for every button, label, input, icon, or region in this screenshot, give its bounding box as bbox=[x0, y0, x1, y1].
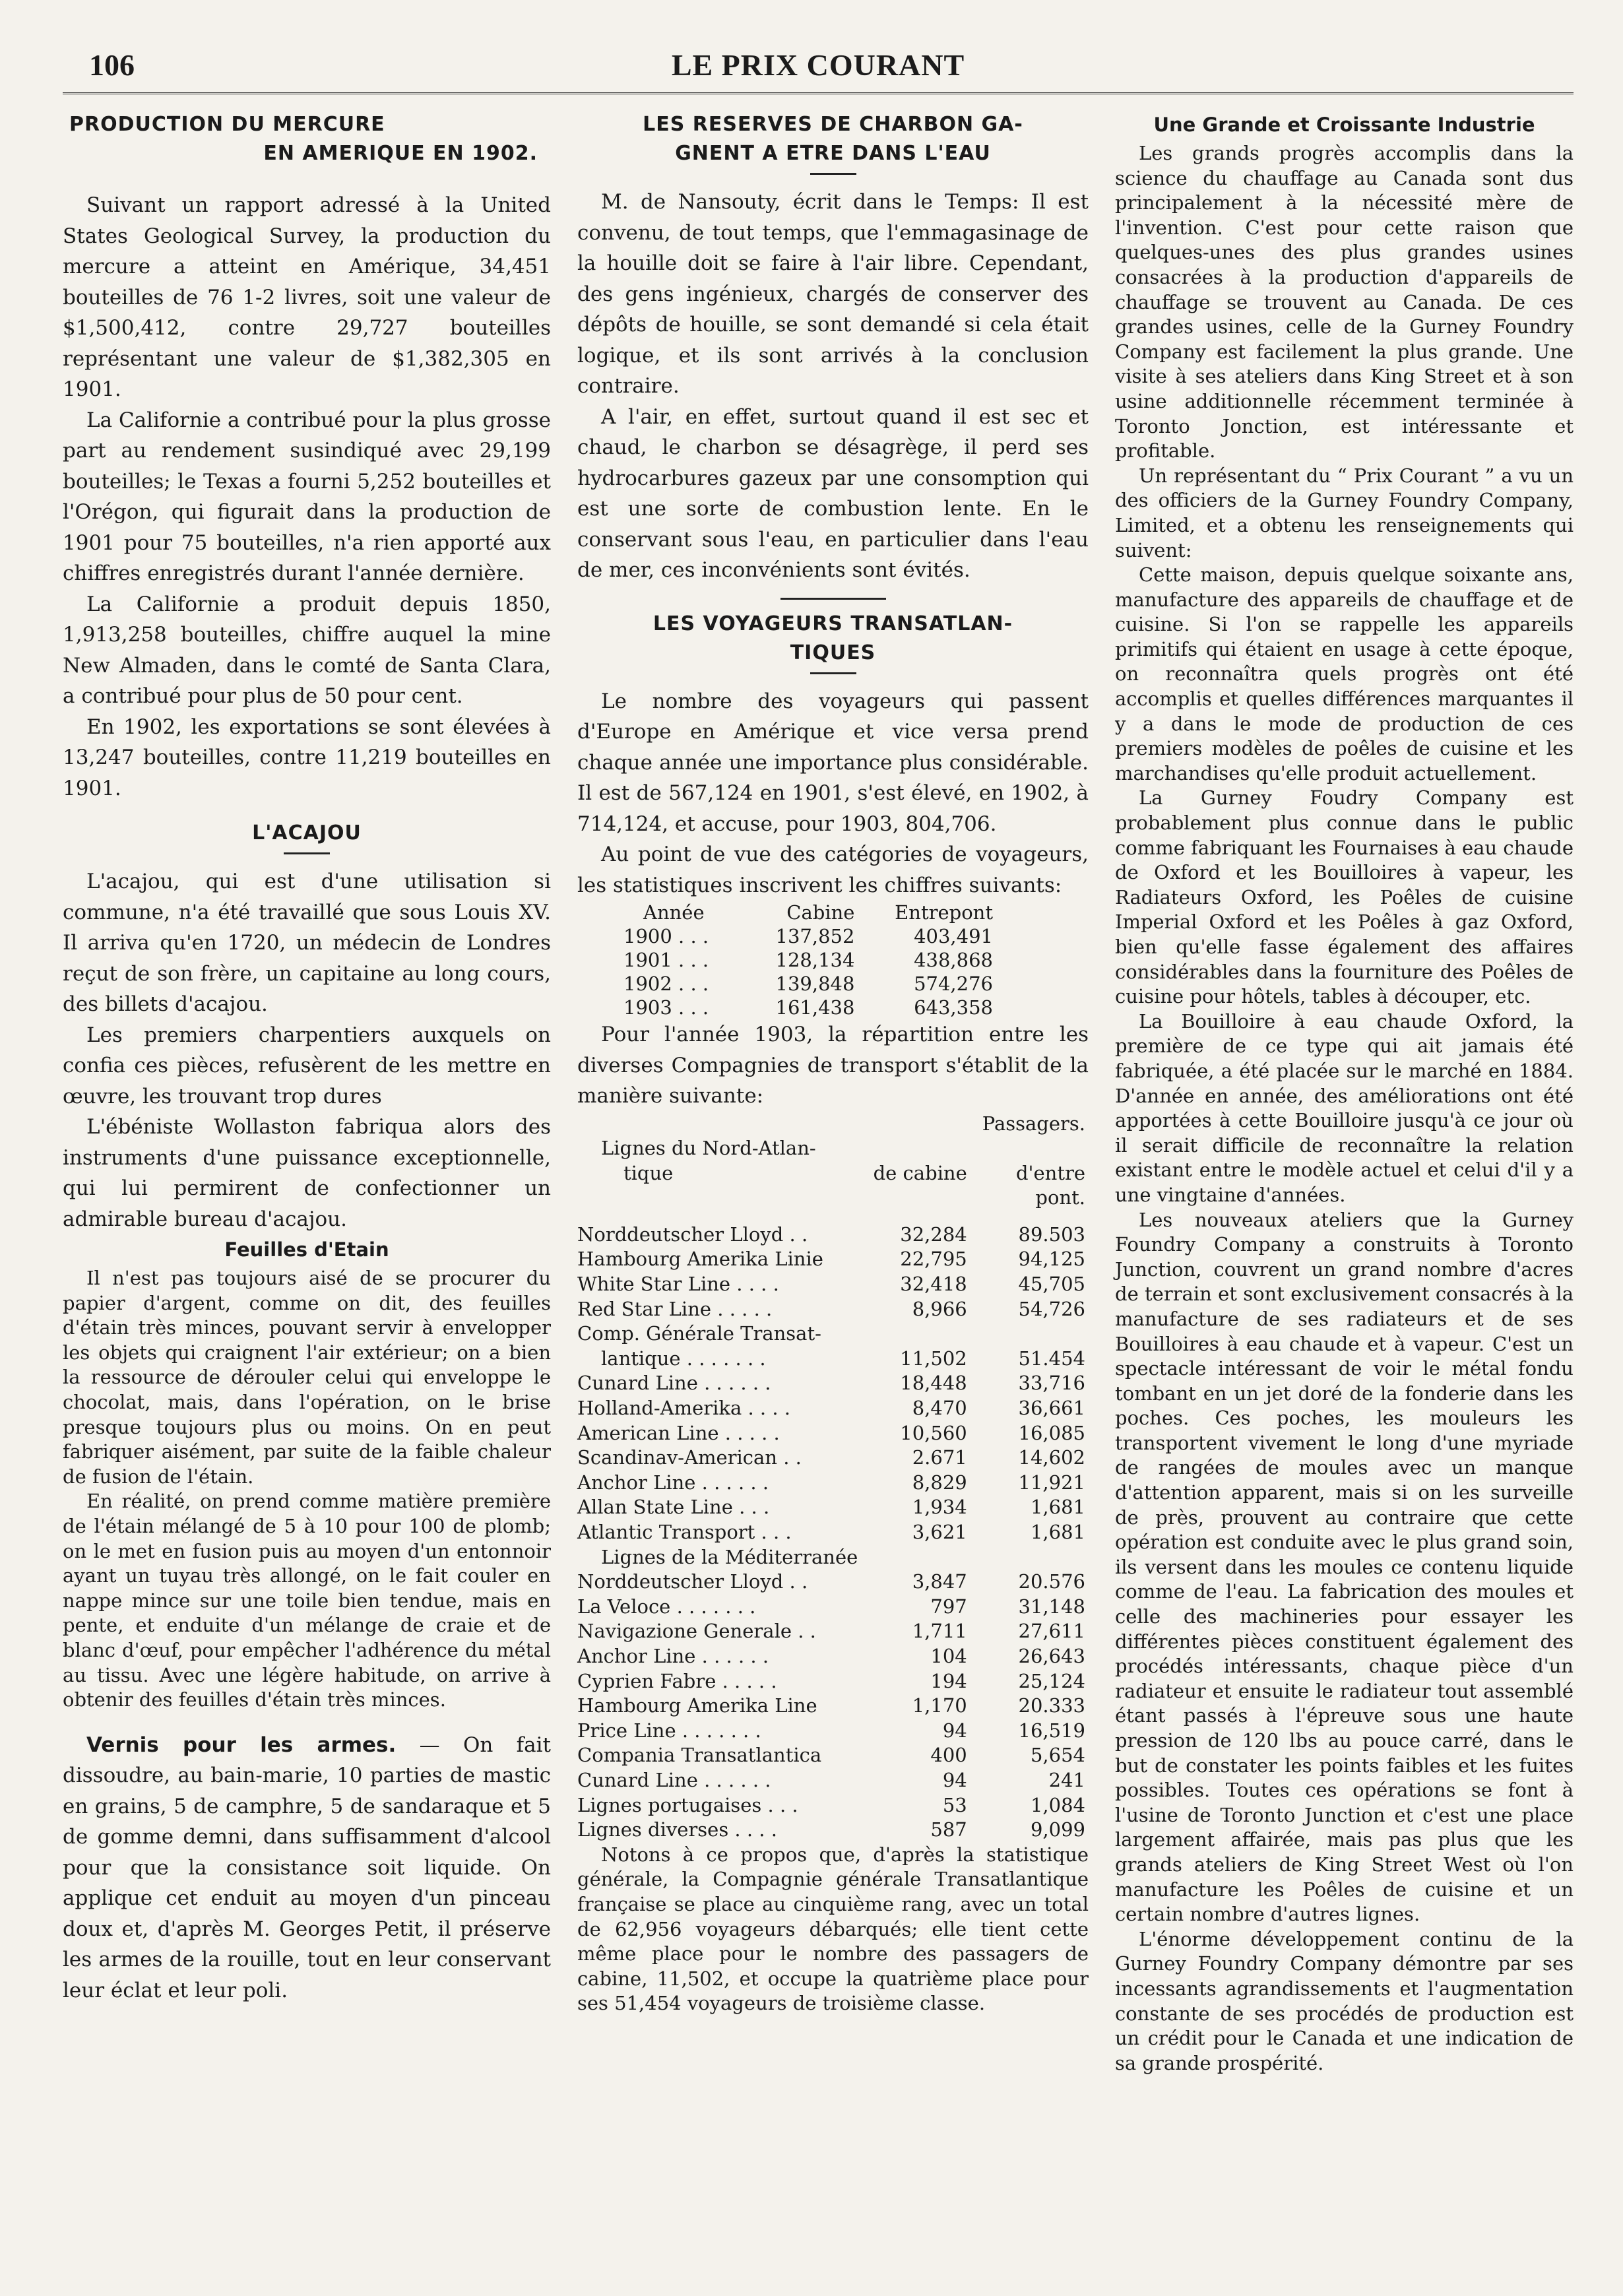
cell-line: Red Star Line . . . . . bbox=[577, 1297, 773, 1320]
article-title: Une Grande et Croissante Industrie bbox=[1153, 113, 1535, 136]
column-1 bbox=[63, 112, 551, 2006]
paragraph: Au point de vue des catégories de voyageurs, les statistiques inscrivent les chiffres suivants: bbox=[577, 843, 1089, 897]
page-number: 106 bbox=[89, 48, 135, 82]
paragraph: Le nombre des voyageurs qui passent d'Europe en Amérique et vice versa prend chaque année une importance plus considérable. Il est de 567,124 en 1901, s'est élevé, en 1902, à 714,124, et accuse, pour 1903, 804,706. bbox=[577, 689, 1089, 836]
article-title: Vernis pour les armes. bbox=[86, 1733, 397, 1757]
table-row bbox=[577, 1570, 1085, 1595]
cell-entrepont: 36,661 bbox=[1018, 1397, 1085, 1420]
cell-cabine: 8,470 bbox=[912, 1397, 967, 1420]
cell-entrepont: 94,125 bbox=[1018, 1248, 1085, 1271]
cell-cabine: 32,418 bbox=[900, 1273, 967, 1296]
cell-cabine: 194 bbox=[930, 1669, 967, 1692]
cell-line: Cyprien Fabre . . . . . bbox=[577, 1669, 777, 1692]
cell-cabine: 400 bbox=[930, 1744, 967, 1767]
paragraph: Il n'est pas toujours aisé de se procurer du papier d'argent, comme on dit, des feuilles d'étain très minces, pouvant servir à envelopper les objets qui craignent l'air extérieur; on a bien la ressource de dérouler celui qui enveloppe le chocolat, mais, dans l'opération, on le brise presque toujours plus ou moins. On en peut fabriquer aisément, par suite de la faible chaleur de fusion de l'étain. bbox=[63, 1267, 551, 1488]
table-header: Cabine bbox=[786, 901, 855, 924]
cell-entrepont: 25,124 bbox=[1018, 1669, 1085, 1692]
cell-entrepont: 1,084 bbox=[1030, 1793, 1085, 1816]
cell-year: 1901 . . . bbox=[623, 949, 709, 971]
cell-cabine: 104 bbox=[930, 1644, 967, 1667]
table-row bbox=[577, 1297, 1085, 1322]
cell-entrepont: 89.503 bbox=[1018, 1223, 1085, 1246]
paragraph: En 1902, les exportations se sont élevées à 13,247 bouteilles, contre 11,219 bouteilles en 1901. bbox=[63, 715, 551, 800]
cell-line: White Star Line . . . . bbox=[577, 1273, 779, 1296]
article-title-line2: EN AMERIQUE EN 1902. bbox=[263, 142, 538, 165]
paragraph: La Californie a contribué pour la plus grosse part au rendement susindiqué avec 29,199 bouteilles; le Texas a fourni 5,252 bouteilles et l'Orégon, qui figurait dans la production de 1901 pour 75 bouteilles, n'a rien apporté aux chiffres enregistrés durant l'année dernière. bbox=[63, 408, 551, 585]
table-header: pont. bbox=[1035, 1186, 1085, 1209]
table-header: d'entre bbox=[1015, 1161, 1085, 1184]
cell-cabine: 1,170 bbox=[912, 1694, 967, 1717]
cell-cabine: 161,438 bbox=[775, 996, 855, 1019]
cell-cabine: 1,934 bbox=[912, 1496, 967, 1519]
cell-entrepont: 1,681 bbox=[1030, 1521, 1085, 1543]
table-row bbox=[577, 1694, 1085, 1719]
cell-entrepont: 438,868 bbox=[914, 949, 993, 971]
cell-line: Allan State Line . . . bbox=[577, 1496, 770, 1519]
table-row bbox=[577, 1446, 1085, 1471]
table-row bbox=[577, 1619, 1085, 1644]
paragraph: La Californie a produit depuis 1850, 1,913,258 bouteilles, chiffre auquel la mine New Almaden, dans le comté de Santa Clara, a contribué pour plus de 50 pour cent. bbox=[63, 592, 551, 708]
cell-cabine: 128,134 bbox=[775, 949, 855, 971]
table-row bbox=[577, 1421, 1085, 1446]
table-header: Année bbox=[643, 901, 705, 924]
cell-entrepont: 27,611 bbox=[1018, 1620, 1085, 1643]
years-table bbox=[623, 901, 993, 1019]
cell-year: 1900 . . . bbox=[623, 925, 709, 947]
column-3 bbox=[1115, 112, 1574, 2076]
table-row bbox=[577, 1272, 1085, 1297]
table-row bbox=[577, 1371, 1085, 1396]
cell-line: Atlantic Transport . . . bbox=[577, 1521, 792, 1543]
cell-entrepont: 20.576 bbox=[1018, 1570, 1085, 1593]
cell-cabine: 94 bbox=[942, 1768, 967, 1791]
cell-entrepont: 33,716 bbox=[1018, 1372, 1085, 1395]
cell-cabine: 3,847 bbox=[912, 1570, 967, 1593]
table-header: Entrepont bbox=[895, 901, 993, 924]
table-row bbox=[577, 1595, 1085, 1620]
table-row bbox=[577, 1669, 1085, 1694]
cell-line: Lignes diverses . . . . bbox=[577, 1818, 777, 1841]
table-row bbox=[623, 948, 993, 972]
cell-cabine: 8,966 bbox=[912, 1297, 967, 1320]
table-row bbox=[577, 1223, 1085, 1248]
table-section-label: Lignes de la Méditerranée bbox=[601, 1545, 858, 1568]
cell-entrepont: 45,705 bbox=[1018, 1273, 1085, 1296]
cell-cabine: 3,621 bbox=[912, 1521, 967, 1543]
cell-entrepont: 16,085 bbox=[1018, 1421, 1085, 1444]
article-title: LES VOYAGEURS TRANSATLAN- bbox=[652, 612, 1013, 635]
cell-cabine: 587 bbox=[930, 1818, 967, 1841]
med-table-body bbox=[577, 1570, 1085, 1843]
table-row bbox=[623, 924, 993, 948]
cell-cabine: 139,848 bbox=[775, 973, 855, 995]
article-title: LES RESERVES DE CHARBON GA- bbox=[643, 113, 1023, 136]
table-row bbox=[577, 1495, 1085, 1520]
table-row bbox=[577, 1520, 1085, 1545]
cell-entrepont: 403,491 bbox=[914, 925, 993, 947]
cell-entrepont: 31,148 bbox=[1018, 1595, 1085, 1618]
paragraph: Les grands progrès accomplis dans la science du chauffage au Canada sont dus principalement à la nécessité mère de l'invention. C'est pour cette raison que quelques-unes des plus grandes usines consacrées à la production d'appareils de chauffage se trouvent au Canada. De ces grandes usines, celle de la Gurney Foundry Company est facilement la plus grande. Une visite à ses ateliers dans King Street et à son usine additionnelle récemment terminée à Toronto Jonction, est intéressante et profitable. bbox=[1115, 142, 1574, 462]
cell-cabine: 1,711 bbox=[912, 1620, 967, 1643]
cell-line: Scandinav-American . . bbox=[577, 1446, 802, 1469]
cell-cabine bbox=[860, 1322, 967, 1347]
cell-cabine: 8,829 bbox=[912, 1471, 967, 1494]
table-row bbox=[577, 1768, 1085, 1793]
nord-atlantique-table bbox=[577, 1112, 1085, 1843]
paragraph: L'ébéniste Wollaston fabriqua alors des instruments d'une puissance exceptionnelle, qui lui permirent de confectionner un admirable bureau d'acajou. bbox=[63, 1115, 551, 1231]
cell-entrepont: 241 bbox=[1048, 1768, 1085, 1791]
table-row bbox=[623, 996, 993, 1019]
header-rule bbox=[63, 92, 1574, 94]
section-divider bbox=[780, 598, 886, 600]
article-title: Feuilles d'Etain bbox=[224, 1238, 389, 1261]
table-row bbox=[623, 972, 993, 996]
table-row bbox=[577, 1471, 1085, 1496]
cell-line: Cunard Line . . . . . . bbox=[577, 1768, 771, 1791]
cell-line: Holland-Amerika . . . . bbox=[577, 1397, 790, 1420]
cell-entrepont: 9,099 bbox=[1030, 1818, 1085, 1841]
table-row bbox=[577, 1247, 1085, 1272]
cell-line: Norddeutscher Lloyd . . bbox=[577, 1223, 808, 1246]
cell-line: Price Line . . . . . . . bbox=[577, 1719, 761, 1742]
table-row bbox=[577, 1322, 1085, 1347]
cell-entrepont: 26,643 bbox=[1018, 1644, 1085, 1667]
article-title: PRODUCTION DU MERCURE bbox=[69, 113, 385, 136]
paragraph: Les premiers charpentiers auxquels on confia ces pièces, refusèrent de les mettre en œuvre, les trouvant trop dures bbox=[63, 1023, 551, 1108]
newspaper-page bbox=[63, 40, 1574, 2283]
cell-entrepont: 14,602 bbox=[1018, 1446, 1085, 1469]
cell-cabine: 797 bbox=[930, 1595, 967, 1618]
cell-cabine: 53 bbox=[942, 1793, 967, 1816]
table-row bbox=[577, 1396, 1085, 1421]
article-title-line2: TIQUES bbox=[790, 641, 876, 664]
cell-line: Comp. Générale Transat- bbox=[577, 1322, 821, 1345]
cell-cabine: 22,795 bbox=[900, 1248, 967, 1271]
paragraph: Un représentant du “ Prix Courant ” a vu un des officiers de la Gurney Foundry Company, Limited, et a obtenu les renseignements qui suivent: bbox=[1115, 464, 1574, 561]
cell-entrepont: 20.333 bbox=[1018, 1694, 1085, 1717]
title-divider bbox=[810, 173, 856, 175]
article-voyageurs bbox=[577, 612, 1089, 2016]
cell-entrepont: 16,519 bbox=[1018, 1719, 1085, 1742]
title-divider bbox=[284, 852, 330, 854]
paragraph: L'acajou, qui est d'une utilisation si commune, n'a été travaillé que sous Louis XV. Il arriva qu'en 1720, un médecin de Londres reçut de son frère, un capitaine au long cours, des billets d'acajou. bbox=[63, 870, 551, 1016]
paragraph-text: — On fait dissoudre, au bain-marie, 10 parties de mastic en grains, 5 de camphre, 5 de sandaraque et 5 de gomme demni, dans suffisamment d'alcool pour que la consistance soit liquide. On applique cet enduit au moyen d'un pinceau doux et, d'après M. Georges Petit, il préserve les armes de la rouille, tout en leur conservant leur éclat et leur poli. bbox=[63, 1733, 551, 2002]
column-2 bbox=[577, 112, 1089, 2016]
article-acajou bbox=[63, 821, 551, 1234]
table-header: Passagers. bbox=[982, 1112, 1085, 1135]
cell-entrepont: 1,681 bbox=[1030, 1496, 1085, 1519]
paragraph: Pour l'année 1903, la répartition entre les diverses Compagnies de transport s'établit de la manière suivante: bbox=[577, 1023, 1089, 1108]
cell-cabine: 10,560 bbox=[900, 1421, 967, 1444]
nord-table-body bbox=[577, 1223, 1085, 1545]
cell-cabine: 137,852 bbox=[775, 925, 855, 947]
cell-line: La Veloce . . . . . . . bbox=[577, 1595, 756, 1618]
cell-entrepont: 54,726 bbox=[1018, 1297, 1085, 1320]
article-charbon bbox=[577, 112, 1089, 586]
cell-year: 1902 . . . bbox=[623, 973, 709, 995]
cell-line: Anchor Line . . . . . . bbox=[577, 1471, 769, 1494]
cell-cabine: 32,284 bbox=[900, 1223, 967, 1246]
article-industrie bbox=[1115, 112, 1574, 2076]
cell-year: 1903 . . . bbox=[623, 996, 709, 1019]
table-header: tique bbox=[623, 1161, 674, 1184]
table-row bbox=[577, 1347, 1085, 1372]
paragraph: Notons à ce propos que, d'après la statistique générale, la Compagnie générale Transatlantique française se place au cinquième rang, avec un total de 62,956 voyageurs débarqués; elle tient cette même place pour le nombre des passagers de cabine, 11,502, et occupe la quatrième place pour ses 51,454 voyageurs de troisième classe. bbox=[577, 1843, 1089, 2015]
cell-entrepont: 643,358 bbox=[914, 996, 993, 1019]
article-title: L'ACAJOU bbox=[252, 821, 362, 845]
cell-entrepont: 11,921 bbox=[1018, 1471, 1085, 1494]
cell-line: Lignes portugaises . . . bbox=[577, 1793, 798, 1816]
article-vernis bbox=[63, 1730, 551, 2006]
paragraph: Suivant un rapport adressé à la United States Geological Survey, la production du mercure a atteint en Amérique, 34,451 bouteilles de 76 1-2 livres, soit une valeur de $1,500,412, contre 29,727 bouteilles représentant une valeur de $1,382,305 en 1901. bbox=[63, 193, 551, 401]
table-row bbox=[577, 1793, 1085, 1818]
article-mercure bbox=[63, 112, 551, 804]
table-row bbox=[577, 1818, 1085, 1843]
cell-cabine: 94 bbox=[942, 1719, 967, 1742]
cell-line: American Line . . . . . bbox=[577, 1421, 780, 1444]
title-divider bbox=[810, 672, 856, 674]
running-title: LE PRIX COURANT bbox=[671, 48, 965, 82]
paragraph: L'énorme développement continu de la Gurney Foundry Company démontre par ses incessants agrandissements et l'augmentation constante de ses procédés de production est un crédit pour le Canada et une indication de sa grande prospérité. bbox=[1115, 1927, 1574, 2074]
cell-line: Hambourg Amerika Line bbox=[577, 1694, 817, 1717]
cell-cabine: 11,502 bbox=[900, 1347, 967, 1370]
cell-line: Compania Transatlantica bbox=[577, 1744, 822, 1767]
cell-line: Anchor Line . . . . . . bbox=[577, 1644, 769, 1667]
page-header bbox=[63, 40, 1574, 88]
table-header: de cabine bbox=[873, 1161, 967, 1184]
table-row bbox=[577, 1719, 1085, 1744]
cell-line: Cunard Line . . . . . . bbox=[577, 1372, 771, 1395]
cell-cabine: 2.671 bbox=[912, 1446, 967, 1469]
paragraph bbox=[63, 1730, 551, 2006]
cell-cabine: 18,448 bbox=[900, 1372, 967, 1395]
table-row bbox=[577, 1743, 1085, 1768]
paragraph: Les nouveaux ateliers que la Gurney Foundry Company a construits à Toronto Junction, couvrent un grand nombre d'acres de terrain et sont exclusivement consacrés à la manufacture de ses radiateurs et de ses Bouilloires à eau chaude et à vapeur. C'est un spectacle intéressant de voir le métal fondu tombant en un jet doré de la fonderie dans les poches. Ces poches, les mouleurs les transportent vivement le long d'une myriade de rangées de moules avec un manque d'attention apparent, mais si on les surveille de près, prouvent au contraire que cette opération est conduite avec le plus grand soin, ils versent dans les moules ce contenu liquide comme de l'eau. La fabrication des moules et celle des machineries pour essayer les différentes pièces constituent également des procédés intéressants, chaque pièce d'un radiateur et ensuite le radiateur tout assemblé étant passés à l'épreuve sous une haute pression de 120 lbs au pouce carré, dans le but de constater les points faibles et les fuites possibles. Toutes ces opérations se font à l'usine de Toronto Junction et c'est une place largement affairée, mais pas plus que les grands ateliers de King Street West où l'on manufacture les Poêles de cuisine et un certain nombre d'autres lignes. bbox=[1115, 1208, 1574, 1926]
article-title-line2: GNENT A ETRE DANS L'EAU bbox=[675, 142, 991, 165]
table-row bbox=[577, 1644, 1085, 1669]
cell-line: Norddeutscher Lloyd . . bbox=[577, 1570, 808, 1593]
cell-entrepont: 51.454 bbox=[1018, 1347, 1085, 1370]
paragraph: M. de Nansouty, écrit dans le Temps: Il est convenu, de tout temps, que l'emmagasinage de la houille doit se faire à l'air libre. Cependant, des gens ingénieux, chargés de conserver des dépôts de houille, se sont demandé si cela était logique, et ils sont arrivés à la conclusion contraire. bbox=[577, 190, 1089, 398]
cell-entrepont bbox=[967, 1322, 1085, 1347]
article-etain bbox=[63, 1237, 551, 1713]
paragraph: La Bouilloire à eau chaude Oxford, la première de ce type qui ait jamais été fabriquée, a été placée sur le marché en 1884. D'année en année, des améliorations ont été apportées à cette Bouilloire jusqu'à ce jour où il serait difficile de reconnaître la relation existant entre le modèle actuel et celui d'il y a une vingtaine d'années. bbox=[1115, 1009, 1574, 1206]
cell-entrepont: 574,276 bbox=[914, 973, 993, 995]
cell-line: Navigazione Generale . . bbox=[577, 1620, 816, 1643]
paragraph: Cette maison, depuis quelque soixante ans, manufacture des appareils de chauffage et de cuisine. Si l'on se rappelle les appareils primitifs qui étaient en usage à cette époque, on reconnaîtra quels progrès ont été accomplis et quelles différences marquantes il y a dans le mode de production de ces premiers modèles de poêles de cuisine et les marchandises qu'elle produit actuellement. bbox=[1115, 563, 1574, 784]
cell-line: Hambourg Amerika Linie bbox=[577, 1248, 823, 1271]
paragraph: A l'air, en effet, surtout quand il est sec et chaud, le charbon se désagrège, il perd ses hydrocarbures gazeux par une consomption qui est une sorte de combustion lente. En le conservant sous l'eau, en particulier dans l'eau de mer, ces inconvénients sont évités. bbox=[577, 404, 1089, 582]
cell-line: lantique . . . . . . . bbox=[601, 1347, 766, 1370]
cell-entrepont: 5,654 bbox=[1030, 1744, 1085, 1767]
paragraph: En réalité, on prend comme matière première de l'étain mélangé de 5 à 10 pour 100 de plomb; on le met en fusion puis au moyen d'un entonnoir ayant un tuyau très allongé, on le fait couler en nappe mince sur une toile bien tendue, mais en pente, et enduite d'un mélange de craie et de blanc d'œuf, pour empêcher l'adhérence du métal au tissu. Avec une légère habitude, on arrive à obtenir des feuilles d'étain très minces. bbox=[63, 1490, 551, 1711]
table-header: Lignes du Nord-Atlan- bbox=[601, 1137, 816, 1160]
paragraph: La Gurney Foudry Company est probablement plus connue dans le public comme fabriquant les Fournaises à eau chaude de Oxford et les Bouilloires à vapeur, les Radiateurs Oxford, les Poêles de cuisine Imperial Oxford et les Poêles à gaz Oxford, bien qu'elle fasse également des affaires considérables dans la fourniture des Poêles de cuisine pour hôtels, tables à découper, etc. bbox=[1115, 786, 1574, 1008]
